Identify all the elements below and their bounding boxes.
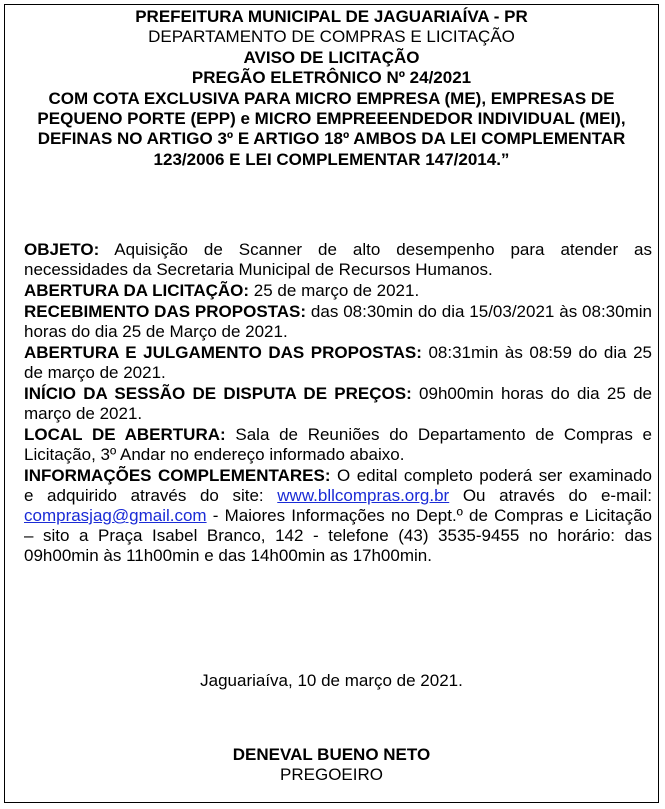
objeto-text: Aquisição de Scanner de alto desempenho para atender as necessidades da Secretaria Municipal de Recursos Humanos. xyxy=(24,240,652,279)
signatory-role: PREGOEIRO xyxy=(280,765,383,784)
date-line: Jaguariaíva, 10 de março de 2021. xyxy=(200,671,463,690)
info-text-3: - Maiores Informações no Dept.º de Compras e Licitação – sito a Praça Isabel Branco, 142 - telefone (43) 3535-9455 no horário: das 09h00min às 11h00min e das 14h00min as 17h00min. xyxy=(24,506,652,565)
website-link[interactable]: www.bllcompras.org.br xyxy=(277,486,450,505)
notice-title: AVISO DE LICITAÇÃO xyxy=(243,47,420,67)
recebimento-label: RECEBIMENTO DAS PROPOSTAS: xyxy=(24,302,307,321)
disputa-label: INÍCIO DA SESSÃO DE DISPUTA DE PREÇOS: xyxy=(24,384,412,403)
notice-frame xyxy=(4,4,659,803)
section-julgamento xyxy=(24,343,652,383)
local-text: Sala de Reuniões do Departamento de Compras e Licitação, 3º Andar no endereço informado abaixo. xyxy=(24,425,652,464)
info-label: INFORMAÇÕES COMPLEMENTARES: xyxy=(24,466,331,485)
municipality-title: PREFEITURA MUNICIPAL DE JAGUARIAÍVA - PR xyxy=(135,7,528,26)
abertura-text: 25 de março de 2021. xyxy=(249,281,420,300)
section-objeto xyxy=(24,240,652,280)
email-link[interactable]: comprasjag@gmail.com xyxy=(24,506,207,525)
notice-header xyxy=(15,7,648,170)
signatory-name: DENEVAL BUENO NETO xyxy=(232,745,431,764)
julgamento-label: ABERTURA E JULGAMENTO DAS PROPOSTAS: xyxy=(24,343,422,362)
info-text-1: O edital completo poderá ser examinado e adquirido através do site: xyxy=(24,466,652,505)
signature-block xyxy=(5,745,658,785)
disputa-text: 09h00min horas do dia 25 de março de 2021. xyxy=(24,384,652,423)
exclusive-quota-text: COM COTA EXCLUSIVA PARA MICRO EMPRESA (ME), EMPRESAS DE PEQUENO PORTE (EPP) e MICRO EMPREEENDEDOR INDIVIDUAL (MEI), DEFINAS NO ARTIGO 3º E ARTIGO 18º AMBOS DA LEI COMPLEMENTAR 123/2006 E LEI COMPLEMENTAR 147/2014.” xyxy=(37,88,626,169)
auction-number: PREGÃO ELETRÔNICO Nº 24/2021 xyxy=(191,68,472,88)
section-abertura xyxy=(24,281,652,301)
recebimento-text: das 08:30min do dia 15/03/2021 às 08:30min horas do dia 25 de Março de 2021. xyxy=(24,302,652,341)
notice-body xyxy=(24,240,652,567)
section-local xyxy=(24,425,652,465)
section-recebimento xyxy=(24,302,652,342)
info-text-2: Ou através do e-mail: xyxy=(449,486,652,505)
abertura-label: ABERTURA DA LICITAÇÃO: xyxy=(24,281,250,300)
julgamento-text: 08:31min às 08:59 do dia 25 de março de 2021. xyxy=(24,343,652,382)
section-info xyxy=(24,466,652,566)
section-disputa xyxy=(24,384,652,424)
local-label: LOCAL DE ABERTURA: xyxy=(24,425,226,444)
department-title: DEPARTAMENTO DE COMPRAS E LICITAÇÃO xyxy=(148,27,515,47)
objeto-label: OBJETO: xyxy=(24,240,100,259)
